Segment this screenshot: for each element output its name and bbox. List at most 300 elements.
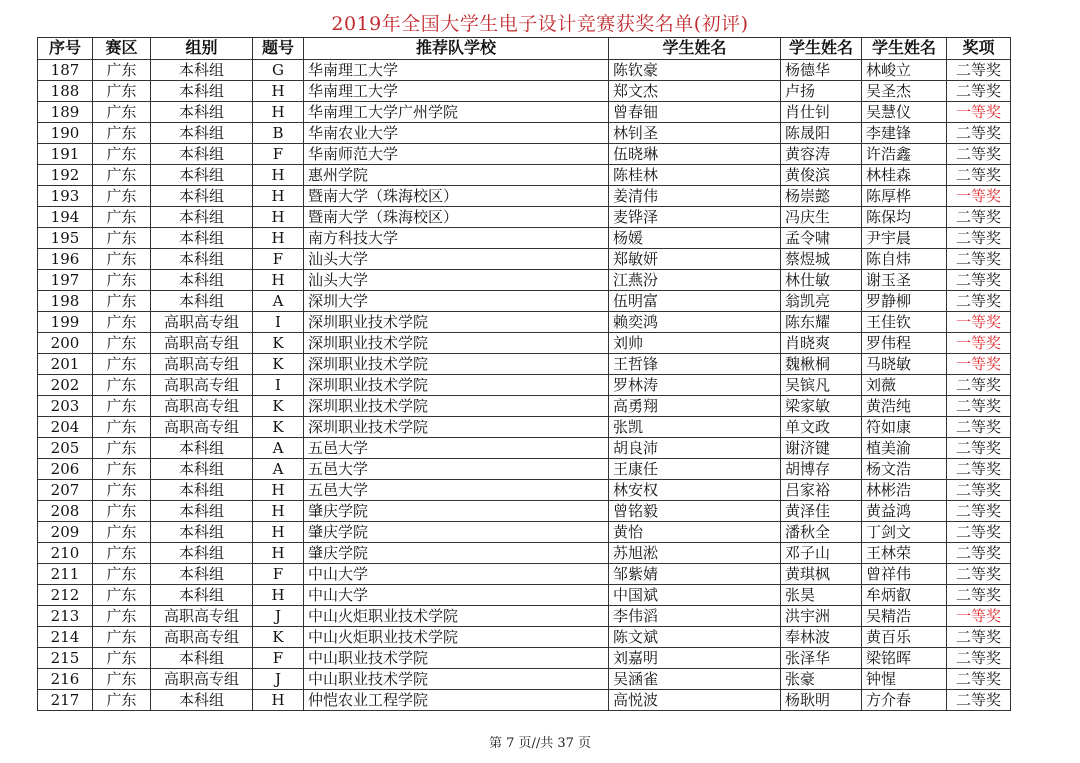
cell-award: 二等奖 <box>947 80 1011 101</box>
cell-region: 广东 <box>93 143 151 164</box>
cell-problem: H <box>253 521 304 542</box>
cell-student-3: 黄百乐 <box>862 626 947 647</box>
cell-group: 高职高专组 <box>151 626 253 647</box>
cell-student-1: 曾铭毅 <box>609 500 781 521</box>
table-row <box>38 374 1011 395</box>
cell-region: 广东 <box>93 227 151 248</box>
cell-student-1: 陈钦豪 <box>609 59 781 80</box>
cell-index: 213 <box>38 605 93 626</box>
cell-group: 本科组 <box>151 437 253 458</box>
cell-student-2: 冯庆生 <box>781 206 862 227</box>
cell-school: 肇庆学院 <box>304 500 609 521</box>
cell-school: 华南理工大学广州学院 <box>304 101 609 122</box>
cell-student-3: 杨文浩 <box>862 458 947 479</box>
table-row <box>38 206 1011 227</box>
cell-award: 二等奖 <box>947 374 1011 395</box>
cell-problem: H <box>253 206 304 227</box>
cell-student-2: 洪宇洲 <box>781 605 862 626</box>
cell-problem: K <box>253 416 304 437</box>
cell-student-2: 梁家敏 <box>781 395 862 416</box>
cell-school: 深圳职业技术学院 <box>304 374 609 395</box>
table-row <box>38 647 1011 668</box>
cell-problem: J <box>253 605 304 626</box>
cell-student-1: 黄怡 <box>609 521 781 542</box>
cell-region: 广东 <box>93 563 151 584</box>
cell-student-1: 张凯 <box>609 416 781 437</box>
cell-problem: A <box>253 458 304 479</box>
cell-index: 210 <box>38 542 93 563</box>
cell-student-1: 麦铧泽 <box>609 206 781 227</box>
cell-student-3: 尹宇晨 <box>862 227 947 248</box>
cell-award: 二等奖 <box>947 668 1011 689</box>
table-row <box>38 521 1011 542</box>
cell-student-3: 谢玉圣 <box>862 269 947 290</box>
cell-student-1: 李伟滔 <box>609 605 781 626</box>
cell-problem: A <box>253 290 304 311</box>
cell-student-3: 黄益鸿 <box>862 500 947 521</box>
cell-group: 本科组 <box>151 164 253 185</box>
cell-award: 二等奖 <box>947 689 1011 710</box>
cell-student-3: 李建锋 <box>862 122 947 143</box>
cell-student-1: 姜清伟 <box>609 185 781 206</box>
cell-student-2: 黄俊滨 <box>781 164 862 185</box>
table-row <box>38 290 1011 311</box>
cell-student-3: 王佳钦 <box>862 311 947 332</box>
cell-index: 217 <box>38 689 93 710</box>
cell-student-1: 陈文斌 <box>609 626 781 647</box>
cell-school: 深圳大学 <box>304 290 609 311</box>
cell-school: 汕头大学 <box>304 269 609 290</box>
cell-group: 本科组 <box>151 59 253 80</box>
cell-region: 广东 <box>93 395 151 416</box>
cell-student-2: 单文政 <box>781 416 862 437</box>
table-row <box>38 143 1011 164</box>
cell-student-2: 黄容涛 <box>781 143 862 164</box>
cell-problem: H <box>253 227 304 248</box>
cell-school: 华南农业大学 <box>304 122 609 143</box>
table-row <box>38 437 1011 458</box>
cell-problem: K <box>253 626 304 647</box>
cell-student-1: 胡良沛 <box>609 437 781 458</box>
cell-award: 一等奖 <box>947 605 1011 626</box>
cell-student-2: 吕家裕 <box>781 479 862 500</box>
table-row <box>38 248 1011 269</box>
cell-school: 深圳职业技术学院 <box>304 311 609 332</box>
cell-group: 本科组 <box>151 500 253 521</box>
cell-group: 本科组 <box>151 521 253 542</box>
cell-index: 190 <box>38 122 93 143</box>
table-row <box>38 80 1011 101</box>
cell-group: 高职高专组 <box>151 605 253 626</box>
cell-problem: J <box>253 668 304 689</box>
cell-school: 深圳职业技术学院 <box>304 416 609 437</box>
cell-student-3: 林桂森 <box>862 164 947 185</box>
cell-index: 201 <box>38 353 93 374</box>
cell-student-2: 奉林波 <box>781 626 862 647</box>
cell-index: 211 <box>38 563 93 584</box>
cell-region: 广东 <box>93 290 151 311</box>
table-row <box>38 395 1011 416</box>
table-row <box>38 689 1011 710</box>
cell-school: 肇庆学院 <box>304 521 609 542</box>
cell-award: 二等奖 <box>947 542 1011 563</box>
cell-student-1: 伍晓琳 <box>609 143 781 164</box>
cell-school: 深圳职业技术学院 <box>304 395 609 416</box>
cell-student-2: 胡博存 <box>781 458 862 479</box>
cell-award: 二等奖 <box>947 521 1011 542</box>
cell-index: 203 <box>38 395 93 416</box>
cell-student-3: 吴慧仪 <box>862 101 947 122</box>
cell-problem: H <box>253 479 304 500</box>
cell-region: 广东 <box>93 101 151 122</box>
cell-index: 200 <box>38 332 93 353</box>
cell-student-1: 苏旭淞 <box>609 542 781 563</box>
cell-index: 193 <box>38 185 93 206</box>
cell-student-2: 潘秋全 <box>781 521 862 542</box>
cell-region: 广东 <box>93 248 151 269</box>
cell-problem: K <box>253 395 304 416</box>
cell-region: 广东 <box>93 206 151 227</box>
cell-index: 207 <box>38 479 93 500</box>
cell-group: 本科组 <box>151 143 253 164</box>
cell-student-1: 林安权 <box>609 479 781 500</box>
cell-student-3: 罗伟程 <box>862 332 947 353</box>
cell-problem: B <box>253 122 304 143</box>
cell-student-1: 赖奕鸿 <box>609 311 781 332</box>
cell-student-1: 林钊圣 <box>609 122 781 143</box>
cell-region: 广东 <box>93 80 151 101</box>
cell-school: 肇庆学院 <box>304 542 609 563</box>
cell-region: 广东 <box>93 416 151 437</box>
cell-school: 中山职业技术学院 <box>304 668 609 689</box>
cell-group: 本科组 <box>151 563 253 584</box>
cell-student-2: 谢济键 <box>781 437 862 458</box>
cell-student-3: 陈自炜 <box>862 248 947 269</box>
cell-school: 中山火炬职业技术学院 <box>304 626 609 647</box>
cell-region: 广东 <box>93 269 151 290</box>
document-title: 2019年全国大学生电子设计竞赛获奖名单(初评) <box>331 13 749 35</box>
header-group: 组别 <box>151 38 253 60</box>
cell-award: 二等奖 <box>947 479 1011 500</box>
cell-student-2: 肖晓爽 <box>781 332 862 353</box>
cell-region: 广东 <box>93 59 151 80</box>
cell-student-1: 吴涵雀 <box>609 668 781 689</box>
table-row <box>38 668 1011 689</box>
cell-group: 本科组 <box>151 458 253 479</box>
cell-award: 二等奖 <box>947 563 1011 584</box>
cell-region: 广东 <box>93 164 151 185</box>
cell-problem: H <box>253 542 304 563</box>
cell-student-1: 高勇翔 <box>609 395 781 416</box>
cell-student-3: 林峻立 <box>862 59 947 80</box>
cell-student-1: 王康任 <box>609 458 781 479</box>
cell-student-2: 陈晟阳 <box>781 122 862 143</box>
table-body <box>38 59 1011 710</box>
cell-student-3: 许浩鑫 <box>862 143 947 164</box>
cell-award: 二等奖 <box>947 248 1011 269</box>
cell-student-2: 杨耿明 <box>781 689 862 710</box>
cell-school: 五邑大学 <box>304 458 609 479</box>
table-row <box>38 332 1011 353</box>
cell-region: 广东 <box>93 332 151 353</box>
cell-group: 高职高专组 <box>151 353 253 374</box>
cell-student-3: 黄浩纯 <box>862 395 947 416</box>
cell-problem: K <box>253 353 304 374</box>
cell-student-1: 罗林涛 <box>609 374 781 395</box>
cell-student-2: 林仕敏 <box>781 269 862 290</box>
cell-student-3: 林彬浩 <box>862 479 947 500</box>
cell-region: 广东 <box>93 458 151 479</box>
cell-group: 本科组 <box>151 206 253 227</box>
cell-student-1: 伍明富 <box>609 290 781 311</box>
cell-index: 196 <box>38 248 93 269</box>
table-row <box>38 311 1011 332</box>
cell-problem: H <box>253 185 304 206</box>
table-header-row <box>38 38 1011 60</box>
cell-problem: K <box>253 332 304 353</box>
cell-award: 一等奖 <box>947 185 1011 206</box>
cell-problem: F <box>253 647 304 668</box>
cell-student-3: 钟惺 <box>862 668 947 689</box>
table-row <box>38 500 1011 521</box>
cell-region: 广东 <box>93 605 151 626</box>
cell-award: 二等奖 <box>947 143 1011 164</box>
cell-group: 高职高专组 <box>151 668 253 689</box>
cell-award: 二等奖 <box>947 500 1011 521</box>
cell-student-2: 卢扬 <box>781 80 862 101</box>
cell-group: 本科组 <box>151 227 253 248</box>
cell-problem: F <box>253 143 304 164</box>
cell-index: 192 <box>38 164 93 185</box>
cell-award: 二等奖 <box>947 164 1011 185</box>
cell-index: 191 <box>38 143 93 164</box>
table-row <box>38 59 1011 80</box>
cell-group: 高职高专组 <box>151 311 253 332</box>
table-row <box>38 122 1011 143</box>
cell-problem: F <box>253 248 304 269</box>
header-student-3: 学生姓名 <box>862 38 947 60</box>
cell-student-2: 蔡煜城 <box>781 248 862 269</box>
cell-region: 广东 <box>93 353 151 374</box>
cell-student-1: 刘帅 <box>609 332 781 353</box>
cell-problem: G <box>253 59 304 80</box>
cell-student-3: 植美渝 <box>862 437 947 458</box>
cell-index: 208 <box>38 500 93 521</box>
cell-student-1: 曾春钿 <box>609 101 781 122</box>
cell-student-1: 杨媛 <box>609 227 781 248</box>
cell-student-3: 陈保均 <box>862 206 947 227</box>
cell-group: 本科组 <box>151 122 253 143</box>
cell-group: 本科组 <box>151 479 253 500</box>
cell-student-3: 方介春 <box>862 689 947 710</box>
cell-index: 189 <box>38 101 93 122</box>
cell-student-3: 吴精浩 <box>862 605 947 626</box>
cell-index: 206 <box>38 458 93 479</box>
cell-school: 深圳职业技术学院 <box>304 353 609 374</box>
cell-school: 暨南大学（珠海校区） <box>304 185 609 206</box>
cell-student-3: 马晓敏 <box>862 353 947 374</box>
table-row <box>38 542 1011 563</box>
cell-award: 二等奖 <box>947 458 1011 479</box>
table-row <box>38 626 1011 647</box>
cell-index: 215 <box>38 647 93 668</box>
cell-award: 二等奖 <box>947 395 1011 416</box>
cell-region: 广东 <box>93 689 151 710</box>
cell-index: 195 <box>38 227 93 248</box>
cell-index: 194 <box>38 206 93 227</box>
cell-student-1: 刘嘉明 <box>609 647 781 668</box>
header-student-1: 学生姓名 <box>609 38 781 60</box>
cell-group: 高职高专组 <box>151 332 253 353</box>
cell-student-1: 邹紫婧 <box>609 563 781 584</box>
cell-group: 高职高专组 <box>151 416 253 437</box>
cell-student-3: 丁剑文 <box>862 521 947 542</box>
cell-school: 惠州学院 <box>304 164 609 185</box>
table-row <box>38 479 1011 500</box>
cell-region: 广东 <box>93 374 151 395</box>
cell-problem: I <box>253 311 304 332</box>
cell-student-1: 江燕汾 <box>609 269 781 290</box>
cell-index: 204 <box>38 416 93 437</box>
cell-student-3: 王林荣 <box>862 542 947 563</box>
cell-index: 214 <box>38 626 93 647</box>
cell-school: 五邑大学 <box>304 479 609 500</box>
cell-problem: F <box>253 563 304 584</box>
cell-problem: H <box>253 689 304 710</box>
cell-group: 高职高专组 <box>151 374 253 395</box>
cell-student-2: 张豪 <box>781 668 862 689</box>
cell-student-1: 中国斌 <box>609 584 781 605</box>
cell-index: 198 <box>38 290 93 311</box>
cell-student-2: 魏楸桐 <box>781 353 862 374</box>
cell-school: 中山职业技术学院 <box>304 647 609 668</box>
cell-student-2: 张泽华 <box>781 647 862 668</box>
cell-region: 广东 <box>93 311 151 332</box>
cell-award: 二等奖 <box>947 206 1011 227</box>
cell-student-1: 郑敏妍 <box>609 248 781 269</box>
page-number: 第 7 页//共 37 页 <box>488 736 592 751</box>
cell-award: 二等奖 <box>947 122 1011 143</box>
cell-student-3: 陈厚桦 <box>862 185 947 206</box>
cell-index: 188 <box>38 80 93 101</box>
cell-index: 212 <box>38 584 93 605</box>
cell-student-2: 黄琪枫 <box>781 563 862 584</box>
cell-student-1: 郑文杰 <box>609 80 781 101</box>
cell-group: 本科组 <box>151 185 253 206</box>
cell-school: 仲恺农业工程学院 <box>304 689 609 710</box>
cell-award: 二等奖 <box>947 227 1011 248</box>
cell-school: 五邑大学 <box>304 437 609 458</box>
cell-school: 华南理工大学 <box>304 59 609 80</box>
table-row <box>38 185 1011 206</box>
cell-award: 一等奖 <box>947 332 1011 353</box>
cell-problem: I <box>253 374 304 395</box>
cell-region: 广东 <box>93 500 151 521</box>
cell-award: 二等奖 <box>947 647 1011 668</box>
cell-region: 广东 <box>93 647 151 668</box>
header-award: 奖项 <box>947 38 1011 60</box>
cell-school: 汕头大学 <box>304 248 609 269</box>
table-row <box>38 353 1011 374</box>
cell-student-2: 肖仕钊 <box>781 101 862 122</box>
table-row <box>38 227 1011 248</box>
cell-group: 本科组 <box>151 80 253 101</box>
cell-region: 广东 <box>93 542 151 563</box>
cell-award: 二等奖 <box>947 626 1011 647</box>
cell-award: 二等奖 <box>947 59 1011 80</box>
cell-index: 216 <box>38 668 93 689</box>
cell-group: 高职高专组 <box>151 395 253 416</box>
cell-school: 华南师范大学 <box>304 143 609 164</box>
cell-student-2: 陈东耀 <box>781 311 862 332</box>
cell-problem: H <box>253 500 304 521</box>
header-student-2: 学生姓名 <box>781 38 862 60</box>
cell-award: 一等奖 <box>947 311 1011 332</box>
cell-problem: H <box>253 269 304 290</box>
table-row <box>38 584 1011 605</box>
cell-problem: H <box>253 80 304 101</box>
cell-region: 广东 <box>93 626 151 647</box>
cell-region: 广东 <box>93 479 151 500</box>
header-index: 序号 <box>38 38 93 60</box>
cell-school: 华南理工大学 <box>304 80 609 101</box>
cell-student-3: 罗静柳 <box>862 290 947 311</box>
cell-problem: H <box>253 101 304 122</box>
cell-index: 202 <box>38 374 93 395</box>
awards-table <box>37 37 1011 711</box>
cell-region: 广东 <box>93 122 151 143</box>
cell-index: 197 <box>38 269 93 290</box>
cell-index: 209 <box>38 521 93 542</box>
cell-group: 本科组 <box>151 290 253 311</box>
cell-student-3: 梁铭晖 <box>862 647 947 668</box>
cell-group: 本科组 <box>151 542 253 563</box>
cell-group: 本科组 <box>151 689 253 710</box>
cell-problem: A <box>253 437 304 458</box>
cell-award: 二等奖 <box>947 269 1011 290</box>
table-row <box>38 458 1011 479</box>
page-footer <box>0 732 1080 751</box>
header-school: 推荐队学校 <box>304 38 609 60</box>
cell-region: 广东 <box>93 521 151 542</box>
cell-school: 深圳职业技术学院 <box>304 332 609 353</box>
cell-award: 一等奖 <box>947 353 1011 374</box>
header-problem: 题号 <box>253 38 304 60</box>
cell-student-2: 杨崇懿 <box>781 185 862 206</box>
cell-region: 广东 <box>93 584 151 605</box>
cell-student-2: 邓子山 <box>781 542 862 563</box>
cell-school: 中山火炬职业技术学院 <box>304 605 609 626</box>
cell-school: 南方科技大学 <box>304 227 609 248</box>
cell-student-2: 吴镔凡 <box>781 374 862 395</box>
cell-award: 二等奖 <box>947 416 1011 437</box>
cell-student-1: 王哲锋 <box>609 353 781 374</box>
cell-index: 187 <box>38 59 93 80</box>
cell-region: 广东 <box>93 185 151 206</box>
header-region: 赛区 <box>93 38 151 60</box>
cell-region: 广东 <box>93 437 151 458</box>
cell-student-1: 陈桂林 <box>609 164 781 185</box>
cell-group: 本科组 <box>151 248 253 269</box>
cell-region: 广东 <box>93 668 151 689</box>
cell-group: 本科组 <box>151 101 253 122</box>
table-row <box>38 563 1011 584</box>
cell-student-2: 张昊 <box>781 584 862 605</box>
cell-student-2: 杨德华 <box>781 59 862 80</box>
cell-student-3: 刘薇 <box>862 374 947 395</box>
cell-student-2: 孟令啸 <box>781 227 862 248</box>
cell-award: 二等奖 <box>947 437 1011 458</box>
